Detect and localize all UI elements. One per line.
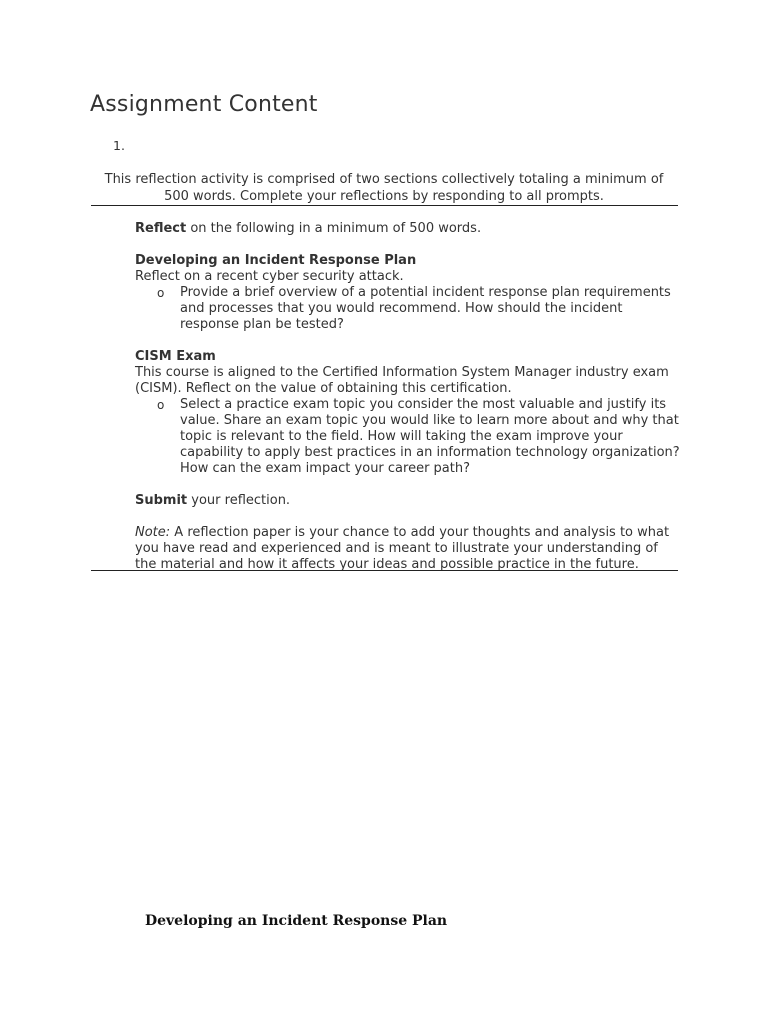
note-text: A reflection paper is your chance to add your thoughts and analysis to what you have read and experienced and is meant to illustrate your understanding of the material and how it affects your ideas and possible practice in the future. xyxy=(135,525,670,572)
list-item xyxy=(135,285,680,333)
list-item xyxy=(135,397,680,477)
bottom-divider xyxy=(91,570,678,571)
note-paragraph xyxy=(135,525,680,573)
footer-heading: Developing an Incident Response Plan xyxy=(145,913,448,929)
list-number: 1. xyxy=(113,138,125,153)
submit-text: your reflection. xyxy=(187,493,291,508)
bullet-text: Select a practice exam topic you consider the most valuable and justify its value. Share an exam topic you would like to learn more about and why that topic is relevant to the field. How will taking the exam improve your capability to apply best practices in an information technology organization? How can the exam impact your career path? xyxy=(180,397,680,476)
section-bullet-list xyxy=(135,397,680,477)
section-bullet-list xyxy=(135,285,680,333)
bullet-text: Provide a brief overview of a potential incident response plan requirements and processes that you would recommend. How should the incident response plan be tested? xyxy=(180,285,671,332)
submit-label: Submit xyxy=(135,493,188,508)
section-heading-text: CISM Exam xyxy=(135,349,216,364)
section-heading xyxy=(135,349,680,365)
section-cism-exam xyxy=(135,349,680,477)
bullet-marker: o xyxy=(157,286,165,300)
intro-paragraph: This reflection activity is comprised of two sections collectively totaling a minimum of 500 words. Complete your reflections by responding to all prompts. xyxy=(104,172,664,204)
section-incident-response xyxy=(135,253,680,333)
note-label: Note: xyxy=(135,525,171,540)
section-text: Reflect on a recent cyber security attack. xyxy=(135,269,404,284)
reflect-text: on the following in a minimum of 500 words. xyxy=(186,221,482,236)
reflect-instruction xyxy=(135,221,680,237)
section-heading xyxy=(135,253,680,269)
submit-instruction xyxy=(135,493,680,509)
section-text: This course is aligned to the Certified Information System Manager industry exam (CISM). Reflect on the value of obtaining this certification. xyxy=(135,365,669,396)
reflect-label: Reflect xyxy=(135,221,187,236)
bullet-marker: o xyxy=(157,398,165,412)
assignment-content-block xyxy=(135,221,680,573)
section-heading-text: Developing an Incident Response Plan xyxy=(135,253,417,268)
top-divider xyxy=(91,205,678,206)
page-title: Assignment Content xyxy=(90,92,318,117)
